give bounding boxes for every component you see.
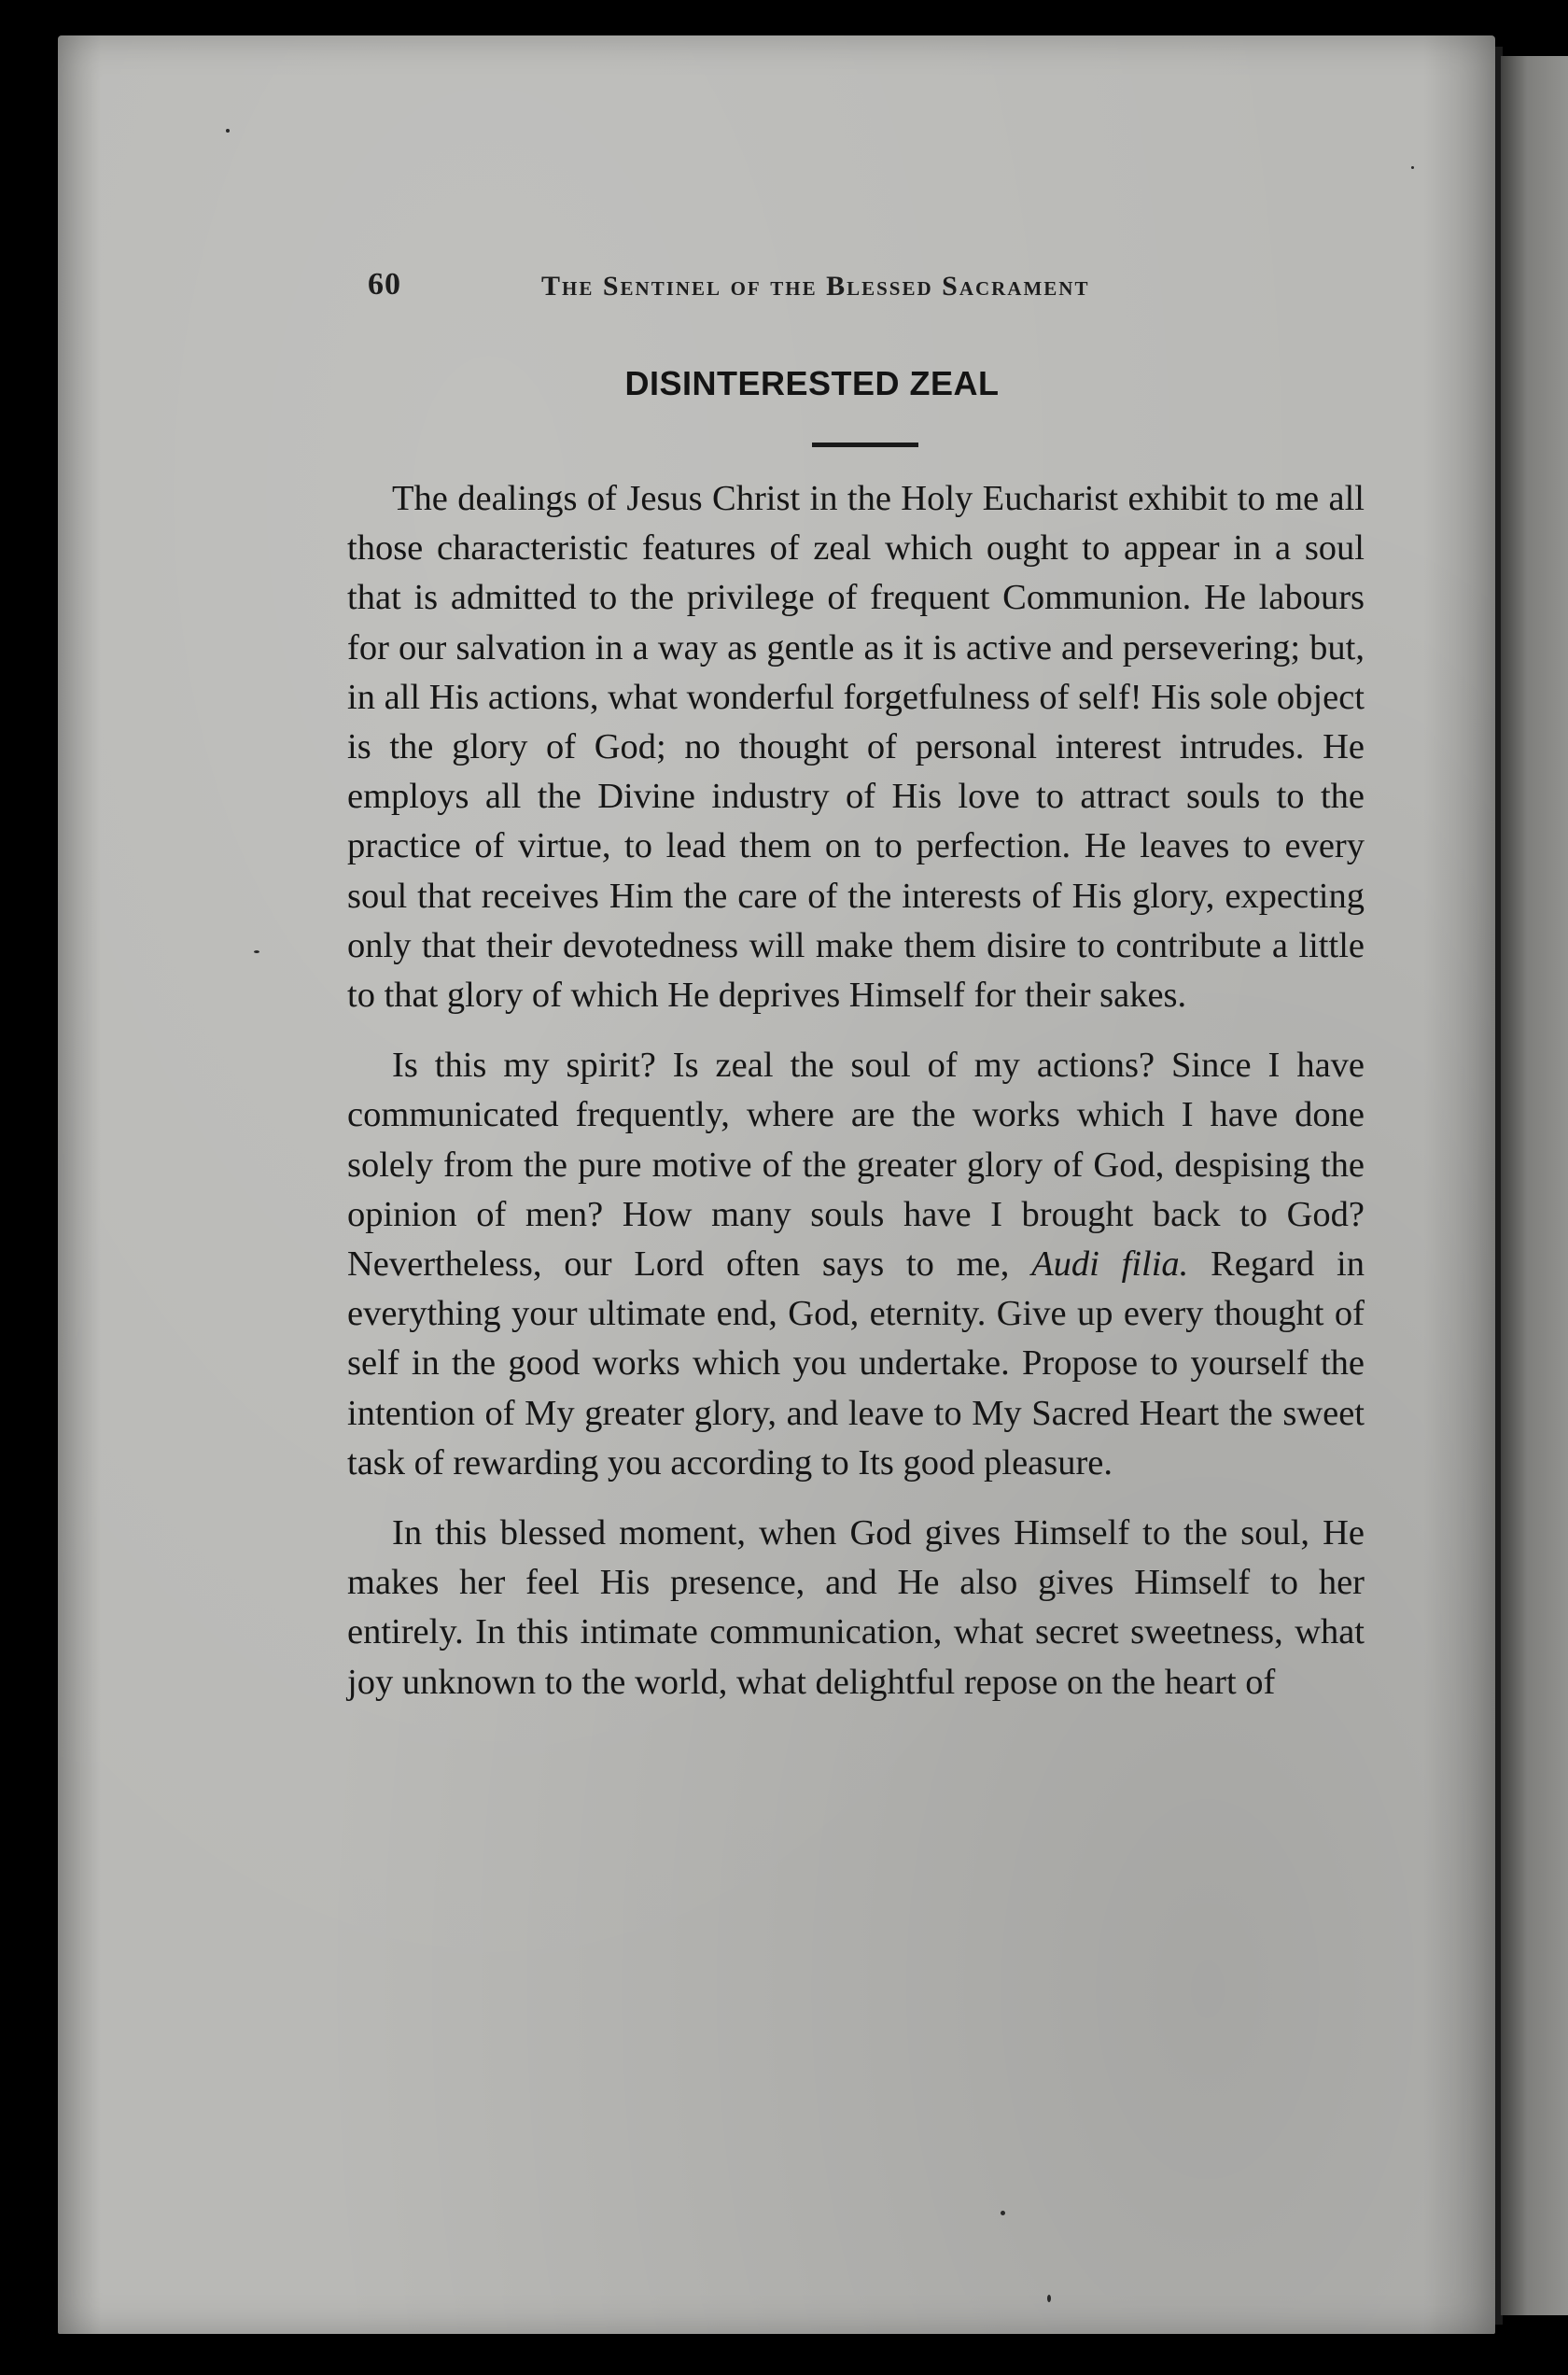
paper-speck	[1411, 166, 1414, 169]
paragraph-text: The dealings of Jesus Christ in the Holy Eucharist exhibit to me all those characteristic features of zeal which ought to appear in a soul that is admitted to the privilege of frequent Communion. He labours for our salvation in a way as gentle as it is active and persevering; but, in all His actions, what wonderful forgetfulness of self! His sole object is the glory of God; no thought of personal interest intrudes. He employs all the Divine industry of His love to attract souls to the practice of virtue, to lead them on to perfection. He leaves to every soul that receives Him the care of the interests of His glory, expecting only that their devotedness will make them disire to contribute a little to that glory of which He deprives Himself for their sakes.	[347, 479, 1365, 1016]
running-title: The Sentinel of the Blessed Sacrament	[541, 271, 1090, 302]
article-title: DISINTERESTED ZEAL	[624, 364, 1000, 402]
paragraph-text-continued: Regard in everything your ultimate end, God, eternity. Give up every thought of self in the good works which you undertake. Propose to yourself the intention of My greater glory, and leave to My Sacred Heart the sweet task of rewarding you according to Its good pleasure.	[347, 1244, 1365, 1483]
title-rule	[812, 443, 918, 447]
paper-speck	[1047, 2295, 1051, 2302]
page-number: 60	[368, 267, 401, 302]
article-body	[347, 474, 1365, 1728]
paragraph-text: Is this my spirit? Is zeal the soul of my actions? Since I have communicated frequently, where are the works which I have done solely from the pure motive of the greater glory of God, despising the opinion of men? How many souls have I brought back to God? Nevertheless, our Lord often says to me,	[347, 1046, 1365, 1285]
italic-phrase: Audi filia.	[1031, 1244, 1189, 1285]
paper-speck	[1001, 2211, 1005, 2215]
paper-speck	[254, 950, 259, 953]
facing-page-edge	[1501, 56, 1568, 2315]
paper-speck	[226, 129, 230, 133]
paragraph-text: In this blessed moment, when God gives Himself to the soul, He makes her feel His presence, and He also gives Himself to her entirely. In this intimate communication, what secret sweetness, what joy unknown to the world, what delightful repose on the heart of	[347, 1513, 1365, 1702]
paragraph-1	[347, 474, 1365, 1020]
running-head	[368, 267, 1506, 314]
paragraph-3	[347, 1509, 1365, 1707]
paragraph-2	[347, 1041, 1365, 1488]
